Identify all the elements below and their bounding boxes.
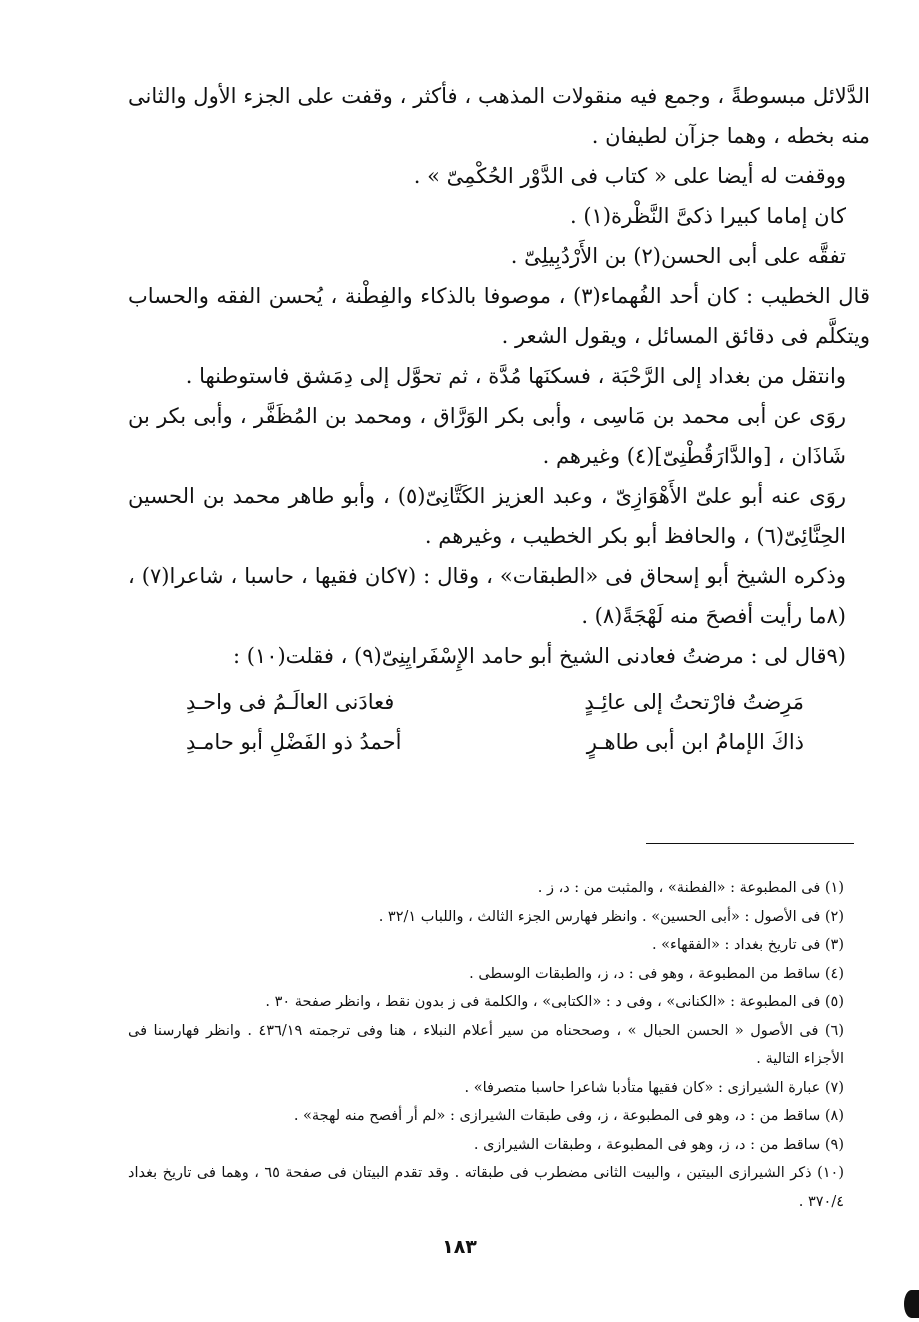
scan-edge-mark [904, 1290, 919, 1318]
poem-verses [128, 682, 870, 762]
footnote: (٨) ساقط من : د، وهو فى المطبوعة ، ز، وفى طبقات الشيرازى : «لم أر أفصح منه لهجة» . [293, 1108, 844, 1124]
page-number: ١٨٣ [442, 1236, 477, 1258]
paragraph: تفقَّه على أبى الحسن(٢) بن الأَرْدُبِيلِىّ . [510, 244, 846, 268]
paragraph: وانتقل من بغداد إلى الرَّحْبَة ، فسكنَها مُدَّة ، ثم تحوَّل إلى دِمَشق فاستوطنها . [185, 364, 846, 388]
verse-second-hemistich: فعادَنى العالَـمُ فى واحـدِ [186, 690, 395, 714]
footnote: (٢) فى الأصول : «أبى الحسين» . وانظر فهارس الجزء الثالث ، واللباب ٣٢/١ . [378, 908, 844, 925]
paragraph: روَى عنه أبو علىّ الأَهْوَازِىّ ، وعبد العزيز الكَتَّانِىّ(٥) ، وأبو طاهر محمد بن الحسين الحِنَّائِىّ(٦) ، والحافظ أبو بكر الخطيب ، وغيرهم . [128, 484, 846, 548]
paragraph: كان إماما كبيرا ذكىَّ النَّظْرة(١) . [570, 204, 846, 228]
main-text [128, 76, 870, 762]
footnote-divider [646, 843, 854, 844]
footnote: (٧) عبارة الشيرازى : «كان فقيها متأدبا شاعرا حاسبا متصرفا» . [464, 1079, 844, 1096]
paragraph: (٩قال لى : مرضتُ فعادنى الشيخ أبو حامد الإِسْفَرايِنِىّ(٩) ، فقلت(١٠) : [232, 644, 846, 668]
footnote: (٣) فى تاريخ بغداد : «الفقهاء» . [651, 937, 844, 953]
verse-second-hemistich: أحمدُ ذو الفَضْلِ أبو حامـدِ [186, 730, 402, 754]
paragraph: ووقفت له أيضا على « كتاب فى الدَّوْر الحُكْمِىّ » . [413, 164, 846, 188]
paragraph: وذكره الشيخ أبو إسحاق فى «الطبقات» ، وقال : (٧كان فقيها ، حاسبا ، شاعرا(٧) ، (٨ما رأيت أفصحَ منه لَهْجَةً(٨) . [128, 564, 846, 628]
footnotes [128, 874, 844, 1216]
footnote: (٩) ساقط من : د، ز، وهو فى المطبوعة ، وطبقات الشيرازى . [473, 1136, 844, 1153]
footnote: (٤) ساقط من المطبوعة ، وهو فى : د، ز، والطبقات الوسطى . [469, 965, 844, 982]
verse-line [186, 682, 804, 722]
paragraph: روَى عن أبى محمد بن مَاسِى ، وأبى بكر الوَرَّاق ، ومحمد بن المُظَفَّر ، وأبى بكر بن شَاذَان ، [والدَّارَقُطْنِىّ](٤) وغيرهم . [128, 404, 846, 468]
paragraph: قال الخطيب : كان أحد الفُهماء(٣) ، موصوفا بالذكاء والفِطْنة ، يُحسن الفقه والحساب ويتكلَّم فى دقائق المسائل ، ويقول الشعر . [128, 284, 870, 348]
paragraph: الدَّلائل مبسوطةً ، وجمع فيه منقولات المذهب ، فأكثر ، وقفت على الجزء الأول والثانى منه بخطه ، وهما جزآن لطيفان . [128, 84, 870, 148]
footnote: (٦) فى الأصول « الحسن الحبال » ، وصححناه من سير أعلام النبلاء ، هنا وفى ترجمته ٤٣٦/١٩ . وانظر فهارسنا فى الأجزاء التالية . [128, 1022, 845, 1067]
footnote: (١) فى المطبوعة : «الفطنة» ، والمثبت من : د، ز . [537, 880, 844, 896]
footnote: (٥) فى المطبوعة : «الكنانى» ، وفى د : «الكتابى» ، والكلمة فى ز بدون نقط ، وانظر صفحة ٣٠ . [265, 994, 844, 1010]
verse-line [186, 722, 804, 762]
verse-first-hemistich: ذاكَ الإمامُ ابن أبى طاهـرٍ [586, 730, 804, 754]
footnote: (١٠) ذكر الشيرازى البيتين ، والبيت الثانى مضطرب فى طبقاته . وقد تقدم البيتان فى صفحة ٦٥ ، وهما فى تاريخ بغداد ٣٧٠/٤ . [128, 1165, 844, 1210]
verse-first-hemistich: مَرِضتُ فارْتحتُ إلى عائِـدٍ [584, 690, 804, 714]
